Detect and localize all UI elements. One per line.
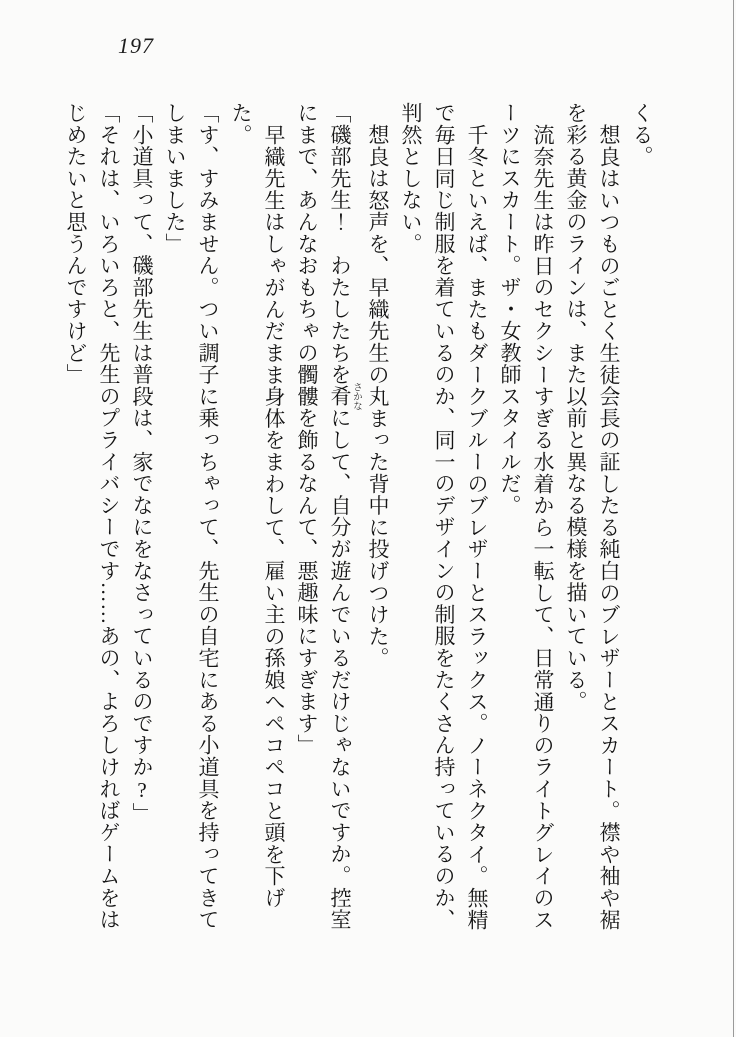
text-column-13: 「す、すみません。つい調子に乗っちゃって、先生の自宅にある小道具を持ってきて (196, 102, 220, 931)
text-column-6: 千冬といえば、またもダークブルーのブレザーとスラックス。ノーネクタイ。無精 (465, 123, 489, 931)
text-column-12: 早織先生はしゃがんだまま身体をまわして、雇い主の孫娘へペコペコと頭を下げた。 (229, 102, 286, 909)
text-column-9: 想良は怒声を、早織先生の丸まった背中に投げつけた。 (366, 123, 390, 669)
body-text-columns (59, 102, 658, 934)
text-column-5: ーツにスカート。ザ・女教師スタイルだ。 (498, 102, 522, 517)
text-column-14: しまいました」 (163, 102, 187, 255)
text-column-10: 「磯部先生！ わたしたちを肴 さかなにして、自分が遊んでいるだけじゃないですか。控室 (328, 102, 361, 931)
text-column-8: 判然としない。 (399, 102, 423, 255)
page-number: 197 (118, 33, 154, 58)
text-column-3: を彩る黄金のラインは、また以前と異なる模様を描いている。 (564, 102, 588, 713)
furigana-ruby: 肴 さかな (328, 382, 361, 411)
text-column-7: で毎日同じ制服を着ているのか、同一のデザインの制服をたくさん持っているのか、 (432, 102, 456, 931)
text-column-4: 流奈先生は昨日のセクシーすぎる水着から一転して、日常通りのライトグレイのス (531, 123, 555, 931)
page-edge-line (733, 0, 734, 1037)
text-column-15: 「小道具って、磯部先生は普段は、家でなにをなさっているのですか?」 (130, 102, 154, 825)
text-column-16: 「それは、いろいろと、先生のプライバシーです……あの、よろしければゲームをは (97, 102, 121, 931)
text-column-1: くる。 (630, 102, 654, 168)
text-column-2: 想良はいつものごとく生徒会長の証したる純白のブレザーとスカート。襟や袖や裾 (597, 123, 621, 931)
text-column-11: にまで、あんなおもちゃの髑髏を飾るなんて、悪趣味にすぎます」 (295, 102, 319, 756)
text-column-17: じめたいと思うんですけど」 (64, 102, 88, 386)
